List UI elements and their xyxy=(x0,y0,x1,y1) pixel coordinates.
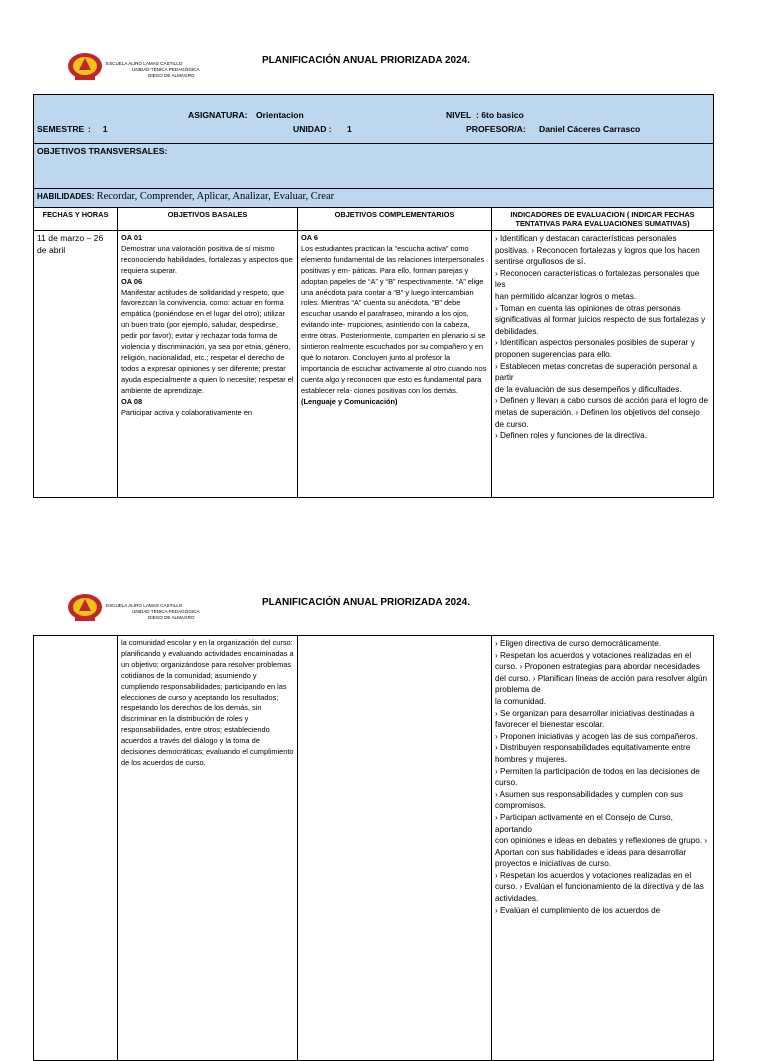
page-2 xyxy=(0,585,768,1024)
indicador-4: › Identifican aspectos personales posibles de superar y proponen sugerencias para ello. xyxy=(495,338,695,359)
basales-p5: Participar activa y colaborativamente en xyxy=(121,407,253,417)
school-line-3: DIEGO DE ALMAGRO xyxy=(148,615,195,620)
indicador-1: › Reconocen características o fortalezas personales que les xyxy=(495,268,700,290)
indicador-9: › Participan activamente en el Consejo de Curso, aportando xyxy=(495,812,673,834)
indicador-5: › Distribuyen responsabilidades equitativamente entre hombres y mujeres. xyxy=(495,743,691,764)
page-1 xyxy=(0,0,768,520)
habilidades-row xyxy=(34,189,714,208)
complementarios-cell xyxy=(298,636,492,1061)
planning-table-continued xyxy=(33,635,714,1061)
indicador-4: › Proponen iniciativas y acogen las de sus compañeros. xyxy=(495,731,698,741)
semestre-value: : 1 xyxy=(88,124,108,134)
habilidades-label: HABILIDADES: xyxy=(37,192,95,201)
fecha-cell: 11 de marzo – 26 de abril xyxy=(34,231,118,498)
basales-p3: Manifestar actitudes de solidaridad y respeto, que favorezcan la convivencia, como: actuar en forma empática (poniéndose en el lugar del otro); utilizar un buen trato (por ejemplo, saludar, despedirse, pedir por favor); evitar y rechazar toda forma de violencia y discriminación, ya sea por etnia, género, religión, nacionalidad, etc.; respetar el derecho de todos a expresar opiniones y ser diferente; prestar ayuda especialmente a quien lo necesite; respetar el ambiente de aprendizaje. xyxy=(121,287,294,395)
asignatura-label: ASIGNATURA: xyxy=(188,110,248,120)
indicador-9: › Definen roles y funciones de la directiva. xyxy=(495,431,648,441)
indicadores-cell xyxy=(492,231,714,498)
complementarios-p0: OA 6 xyxy=(301,233,318,242)
table-row xyxy=(34,636,714,1061)
indicadores-cell xyxy=(492,636,714,1061)
document-title: PLANIFICACIÓN ANUAL PRIORIZADA 2024. xyxy=(262,55,470,66)
school-line-2: UNIDAD TÉNICA PEDAGÓGICA xyxy=(132,67,200,72)
indicador-7: › Definen y llevan a cabo cursos de acción para el logro de xyxy=(495,396,708,406)
indicador-0: › Eligen directiva de curso democráticamente. xyxy=(495,639,662,648)
planning-table xyxy=(33,94,714,498)
nivel-label: NIVEL xyxy=(446,110,472,120)
col-fechas: FECHAS Y HORAS xyxy=(34,208,118,231)
nivel-value: : 6to basico xyxy=(476,110,524,120)
habilidades-value: Recordar, Comprender, Aplicar, Analizar, Evaluar, Crear xyxy=(96,191,335,202)
col-basales: OBJETIVOS BASALES xyxy=(118,208,298,231)
indicador-8: › Asumen sus responsabilidades y cumplen con sus compromisos. xyxy=(495,789,683,811)
col-complementarios: OBJETIVOS COMPLEMENTARIOS xyxy=(298,208,492,231)
indicador-1: › Respetan los acuerdos y votaciones realizadas en el curso. › Proponen estrategias para abordar necesidades del curso. › Planifican líneas de acción para resolver algún problema de xyxy=(495,650,708,695)
unidad-value: 1 xyxy=(347,124,352,134)
col-indicadores: INDICADORES DE EVALUACION ( INDICAR FECHAS TENTATIVAS PARA EVALUACIONES SUMATIVAS) xyxy=(492,208,714,231)
indicador-6: › Permiten la participación de todos en las decisiones de xyxy=(495,766,700,776)
objetivos-transversales-row xyxy=(34,144,714,189)
basales-p2: OA 06 xyxy=(121,276,143,286)
fecha-cell xyxy=(34,636,118,1061)
indicador-11: › Respetan los acuerdos y votaciones realizadas en el curso. › Evalúan el funcionamiento de la directiva y de las actividades. xyxy=(495,870,704,904)
column-header-row xyxy=(34,208,714,231)
info-cell xyxy=(34,95,714,144)
school-name xyxy=(106,603,200,621)
asignatura-value: Orientacion xyxy=(256,110,304,120)
school-line-2: UNIDAD TÉNICA PEDAGÓGICA xyxy=(132,609,200,614)
school-logo-icon xyxy=(66,50,104,82)
profesor-value: Daniel Cáceres Carrasco xyxy=(539,124,641,134)
indicador-3: › Toman en cuenta las opiniones de otras personas significativas al formar juicios respecto de sus fortalezas y debilidades. xyxy=(495,303,706,336)
complementarios-p2: (Lenguaje y Comunicación) xyxy=(301,396,398,406)
profesor-label: PROFESOR/A: xyxy=(466,124,526,134)
habilidades-cell xyxy=(34,189,714,208)
indicador-0: › Identifican y destacan características personales positivas. › Reconocen fortalezas y logros que los hacen sentirse orgullosos de sí. xyxy=(495,234,700,267)
complementarios-p1: Los estudiantes practican la “escucha activa” como elemento fundamental de las relaciones interpersonales positivas y em- páticas. Para ello, forman parejas y adoptan papeles de “A” y “B” respectivamente. “A” elige una anécdota para contar a “B” y luego intercambian roles. Mientras “A” cuenta su anécdota, “B” debe escuchar usando el parafraseo, mirando a los ojos, evitando inte- rrupciones, asintiendo con la cabeza, entre otras. Posteriormente, comparten en plenario si se sintieron realmente escuchados por su compañero y en qué lo notaron. Concluyen junto al profesor la importancia de escuchar activamente al otro cuando nos cuenta algo y reconocen que esto es fundamental para establecer rela- ciones positivas con los demás. xyxy=(301,243,487,395)
school-line-1: ESCUELA ALIRO LAMAS CASTILLO xyxy=(106,61,183,66)
complementarios-cell xyxy=(298,231,492,498)
indicador-2: han permitido alcanzar logros o metas. xyxy=(495,291,637,301)
page-header xyxy=(0,0,768,90)
info-row xyxy=(34,95,714,144)
semestre-label: SEMESTRE xyxy=(37,124,85,134)
school-name xyxy=(106,61,200,79)
indicador-8: metas de superación. › Definen los objetivos del consejo de curso. xyxy=(495,407,700,429)
basales-cell: la comunidad escolar y en la organización del curso: planificando y evaluando actividades encaminadas a un objetivo; organizándose para resolver problemas cotidianos de la comunidad; asumiendo y cumpliendo responsabilidades; participando en las elecciones de curso y aceptando los resultados; respetando los derechos de los demás, sin discriminar en la distribución de roles y responsabilidades, entre otros; estableciendo acuerdos a través del diálogo y la toma de decisiones democráticas; evaluando el cumplimiento de los acuerdos de curso. xyxy=(118,636,298,1061)
school-line-3: DIEGO DE ALMAGRO xyxy=(148,73,195,78)
indicador-2: la comunidad. xyxy=(495,696,546,706)
indicador-3: › Se organizan para desarrollar iniciativas destinadas a favorecer el bienestar escolar. xyxy=(495,708,695,730)
indicador-6: de la evaluación de sus desempeños y dificultades. xyxy=(495,384,682,394)
unidad-label: UNIDAD : xyxy=(293,124,332,134)
indicador-10: con opiniones e ideas en debates y reflexiones de grupo. › Aportan con sus habilidades e ideas para desarrollar proyectos e iniciativas de curso. xyxy=(495,836,708,869)
table-row xyxy=(34,231,714,498)
indicador-7: curso. xyxy=(495,778,518,788)
indicador-12: › Evalúan el cumplimiento de los acuerdos de xyxy=(495,905,661,915)
document-title: PLANIFICACIÓN ANUAL PRIORIZADA 2024. xyxy=(262,597,470,608)
page-header xyxy=(0,585,768,633)
basales-p4: OA 08 xyxy=(121,396,143,406)
objetivos-transversales: OBJETIVOS TRANSVERSALES: xyxy=(34,144,714,189)
school-line-1: ESCUELA ALIRO LAMAS CASTILLO xyxy=(106,603,183,608)
basales-p0: OA 01 xyxy=(121,233,143,242)
school-logo-icon xyxy=(66,591,104,623)
basales-cell xyxy=(118,231,298,498)
basales-p1: Demostrar una valoración positiva de sí mismo reconociendo habilidades, fortalezas y aspectos que requiera superar. xyxy=(121,243,293,275)
indicador-5: › Establecen metas concretas de superación personal a partir xyxy=(495,361,698,383)
